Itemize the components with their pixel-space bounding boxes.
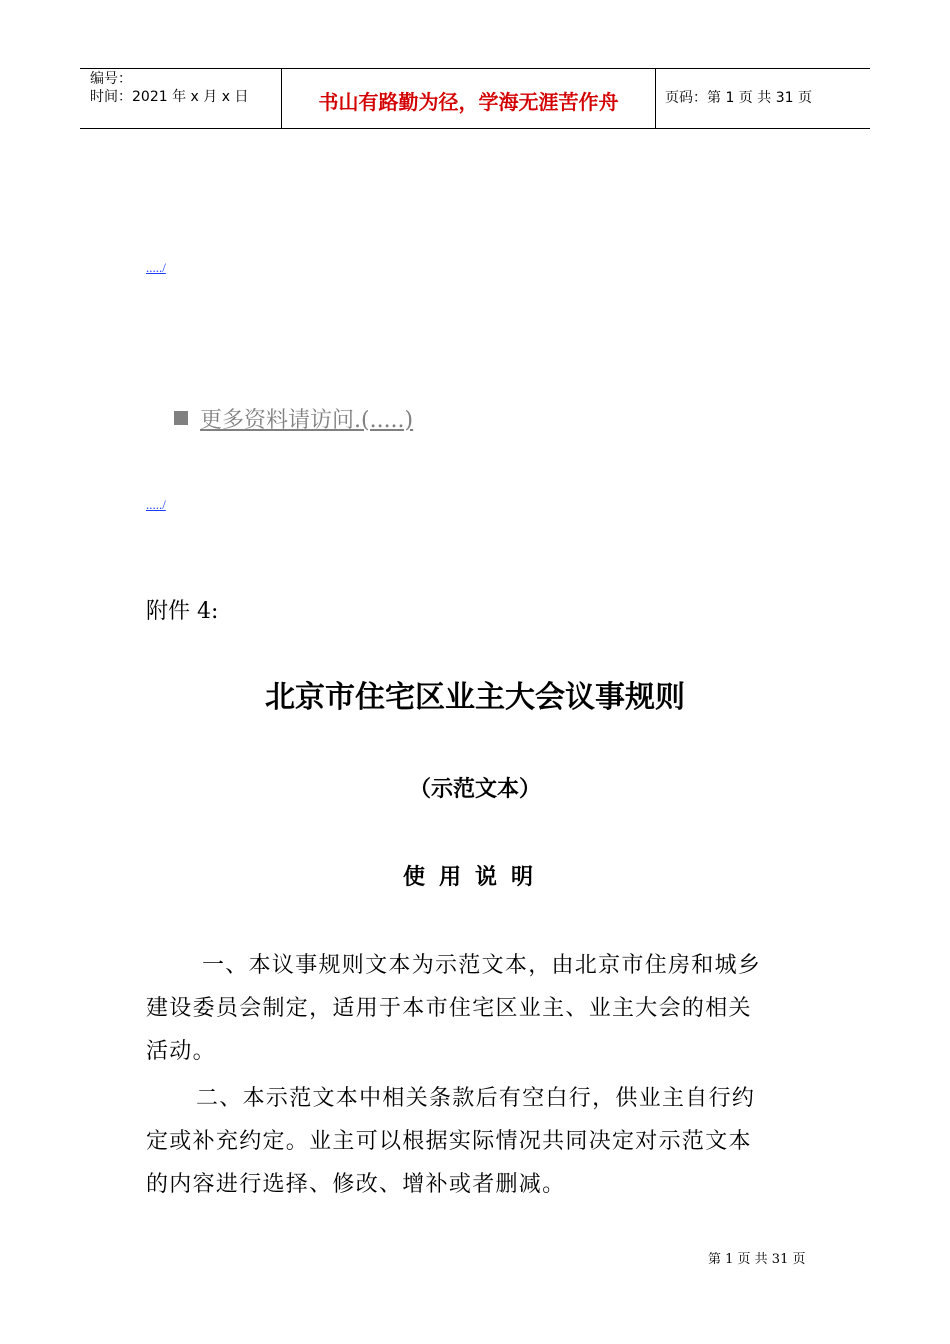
document-subtitle: （示范文本） bbox=[408, 777, 541, 802]
paragraph-2-line: 定或补充约定。业主可以根据实际情况共同决定对示范文本 bbox=[146, 1129, 752, 1154]
paragraph-2 bbox=[146, 1077, 808, 1206]
header-divider-right bbox=[655, 68, 656, 129]
paragraph-2-line: 二、本示范文本中相关条款后有空白行，供业主自行约 bbox=[196, 1086, 756, 1111]
header-bottom-rule bbox=[80, 128, 870, 129]
paragraph-1-line: 建设委员会制定，适用于本市住宅区业主、业主大会的相关 bbox=[146, 996, 752, 1021]
date-label: 时间：2021 年 x 月 x 日 bbox=[90, 89, 249, 105]
section-heading: 使用说明 bbox=[402, 865, 547, 890]
page-header bbox=[80, 68, 870, 129]
paragraph-1 bbox=[146, 944, 808, 1073]
link-bottom[interactable]: ...../ bbox=[146, 497, 166, 512]
footer-page-number: 第 1 页 共 31 页 bbox=[708, 1252, 806, 1267]
square-bullet-icon bbox=[174, 411, 188, 425]
more-info-link[interactable]: 更多资料请访问.(.....) bbox=[200, 408, 414, 433]
more-info-line[interactable] bbox=[174, 403, 413, 434]
header-motto: 书山有路勤为径，学海无涯苦作舟 bbox=[318, 90, 619, 114]
header-top-rule bbox=[80, 68, 870, 69]
document-title: 北京市住宅区业主大会议事规则 bbox=[265, 680, 685, 715]
link-top[interactable]: ...../ bbox=[146, 260, 166, 275]
serial-label: 编号： bbox=[90, 71, 132, 87]
paragraph-1-line: 一、本议事规则文本为示范文本，由北京市住房和城乡 bbox=[202, 953, 762, 978]
paragraph-1-line: 活动。 bbox=[146, 1039, 216, 1064]
attachment-label: 附件 4: bbox=[146, 599, 219, 624]
paragraph-2-line: 的内容进行选择、修改、增补或者删减。 bbox=[146, 1172, 566, 1197]
header-page-label: 页码：第 1 页 共 31 页 bbox=[665, 90, 812, 106]
